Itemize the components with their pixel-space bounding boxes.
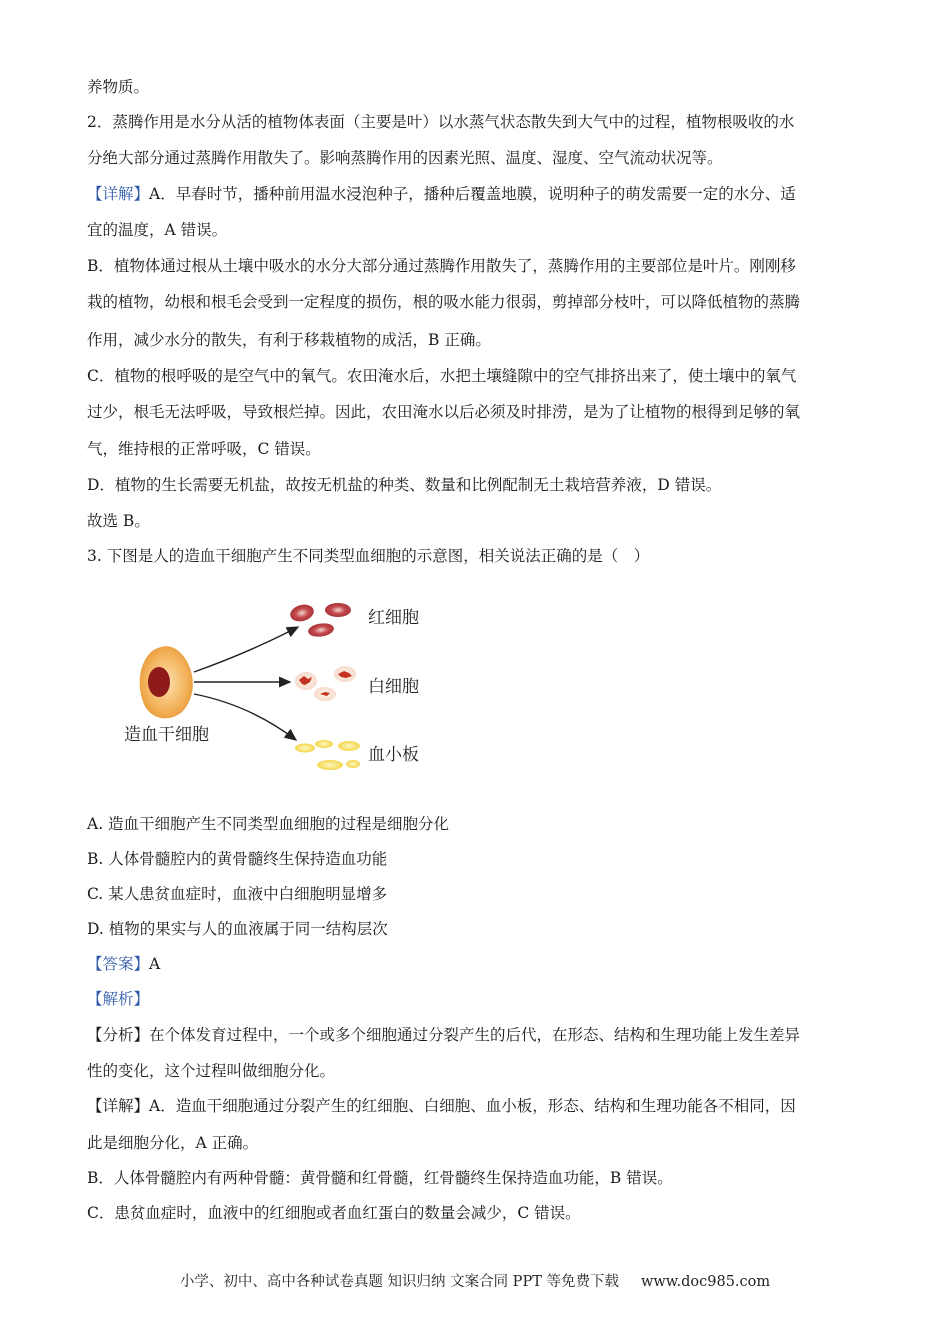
text-line: C．植物的根呼吸的是空气中的氧气。农田淹水后，水把土壤缝隙中的空气排挤出来了，使土壤中的氧气 bbox=[87, 367, 797, 385]
text-line: 栽的植物，幼根和根毛会受到一定程度的损伤，根的吸水能力很弱，剪掉部分枝叶，可以降低植物的蒸腾 bbox=[87, 293, 801, 311]
detail-q3-line-3: B．人体骨髓腔内有两种骨髓：黄骨髓和红骨髓，红骨髓终生保持造血功能，B 错误。 bbox=[87, 1169, 673, 1187]
question-3-stem: 3. 下图是人的造血干细胞产生不同类型血细胞的示意图，相关说法正确的是（ ） bbox=[87, 547, 650, 565]
label-white-cell: 白细胞 bbox=[368, 677, 419, 697]
detail-q3-tag: 【详解】 bbox=[87, 1097, 150, 1115]
text-line: 分绝大部分通过蒸腾作用散失了。影响蒸腾作用的因素光照、温度、湿度、空气流动状况等。 bbox=[87, 149, 723, 167]
option-a: A. 造血干细胞产生不同类型血细胞的过程是细胞分化 bbox=[87, 815, 450, 833]
footer-link[interactable]: www.doc985.com bbox=[640, 1274, 771, 1290]
detail-q3-line-2: 此是细胞分化，A 正确。 bbox=[87, 1134, 259, 1152]
analysis-sub-tag: 【分析】 bbox=[87, 1026, 150, 1044]
footer-text: 小学、初中、高中各种试卷真题 知识归纳 文案合同 PPT 等免费下载 bbox=[179, 1274, 619, 1290]
white-blood-cells bbox=[295, 666, 356, 701]
analysis-heading bbox=[87, 989, 867, 1009]
text-line: B．植物体通过根从土壤中吸水的水分大部分通过蒸腾作用散失了，蒸腾作用的主要部位是叶片。刚刚移 bbox=[87, 257, 796, 275]
arrow-to-red-cells bbox=[194, 627, 298, 672]
analysis-tag: 【解析】 bbox=[87, 990, 150, 1008]
text-line: 过少，根毛无法呼吸，导致根烂掉。因此，农田淹水以后必须及时排涝，是为了让植物的根得到足够的氧 bbox=[87, 403, 801, 421]
answer-tag: 【答案】 bbox=[87, 955, 150, 973]
text-line: 2．蒸腾作用是水分从活的植物体表面（主要是叶）以水蒸气状态散失到大气中的过程，植物根吸收的水 bbox=[87, 113, 795, 131]
detail-q3-line-4: C．患贫血症时，血液中的红细胞或者血红蛋白的数量会减少，C 错误。 bbox=[87, 1204, 581, 1222]
text-line: 气，维持根的正常呼吸，C 错误。 bbox=[87, 440, 321, 458]
option-b: B. 人体骨髓腔内的黄骨髓终生保持造血功能 bbox=[87, 850, 388, 868]
label-platelet: 血小板 bbox=[368, 745, 419, 765]
analysis-line bbox=[87, 1025, 867, 1045]
page-footer bbox=[0, 1270, 950, 1291]
red-blood-cells bbox=[288, 602, 351, 638]
analysis-text: 在个体发育过程中，一个或多个细胞通过分裂产生的后代，在形态、结构和生理功能上发生差异 bbox=[149, 1026, 801, 1044]
analysis-line-2: 性的变化，这个过程叫做细胞分化。 bbox=[87, 1062, 336, 1080]
detail-q2-line bbox=[87, 184, 867, 204]
text-line: 作用，减少水分的散失，有利于移栽植物的成活，B 正确。 bbox=[87, 331, 491, 349]
option-d: D. 植物的果实与人的血液属于同一结构层次 bbox=[87, 920, 388, 938]
detail-text: A．早春时节，播种前用温水浸泡种子，播种后覆盖地膜，说明种子的萌发需要一定的水分、适 bbox=[149, 185, 796, 203]
text-line: 故选 B。 bbox=[87, 512, 150, 530]
text-line: D．植物的生长需要无机盐，故按无机盐的种类、数量和比例配制无土栽培营养液，D 错误。 bbox=[87, 476, 722, 494]
answer-value: A bbox=[149, 955, 161, 973]
label-red-cell: 红细胞 bbox=[368, 608, 419, 628]
text-line: 宜的温度，A 错误。 bbox=[87, 221, 228, 239]
stem-cell bbox=[140, 646, 193, 718]
option-c: C. 某人患贫血症时，血液中白细胞明显增多 bbox=[87, 885, 388, 903]
text-line: 养物质。 bbox=[87, 78, 150, 96]
platelets bbox=[295, 740, 360, 770]
arrow-to-platelets bbox=[194, 694, 296, 740]
label-stem-cell: 造血干细胞 bbox=[124, 725, 209, 745]
detail-tag: 【详解】 bbox=[87, 185, 150, 203]
detail-q3-text: A．造血干细胞通过分裂产生的红细胞、白细胞、血小板，形态、结构和生理功能各不相同，因 bbox=[149, 1097, 796, 1115]
answer-line bbox=[87, 954, 867, 974]
detail-q3-line bbox=[87, 1096, 867, 1116]
